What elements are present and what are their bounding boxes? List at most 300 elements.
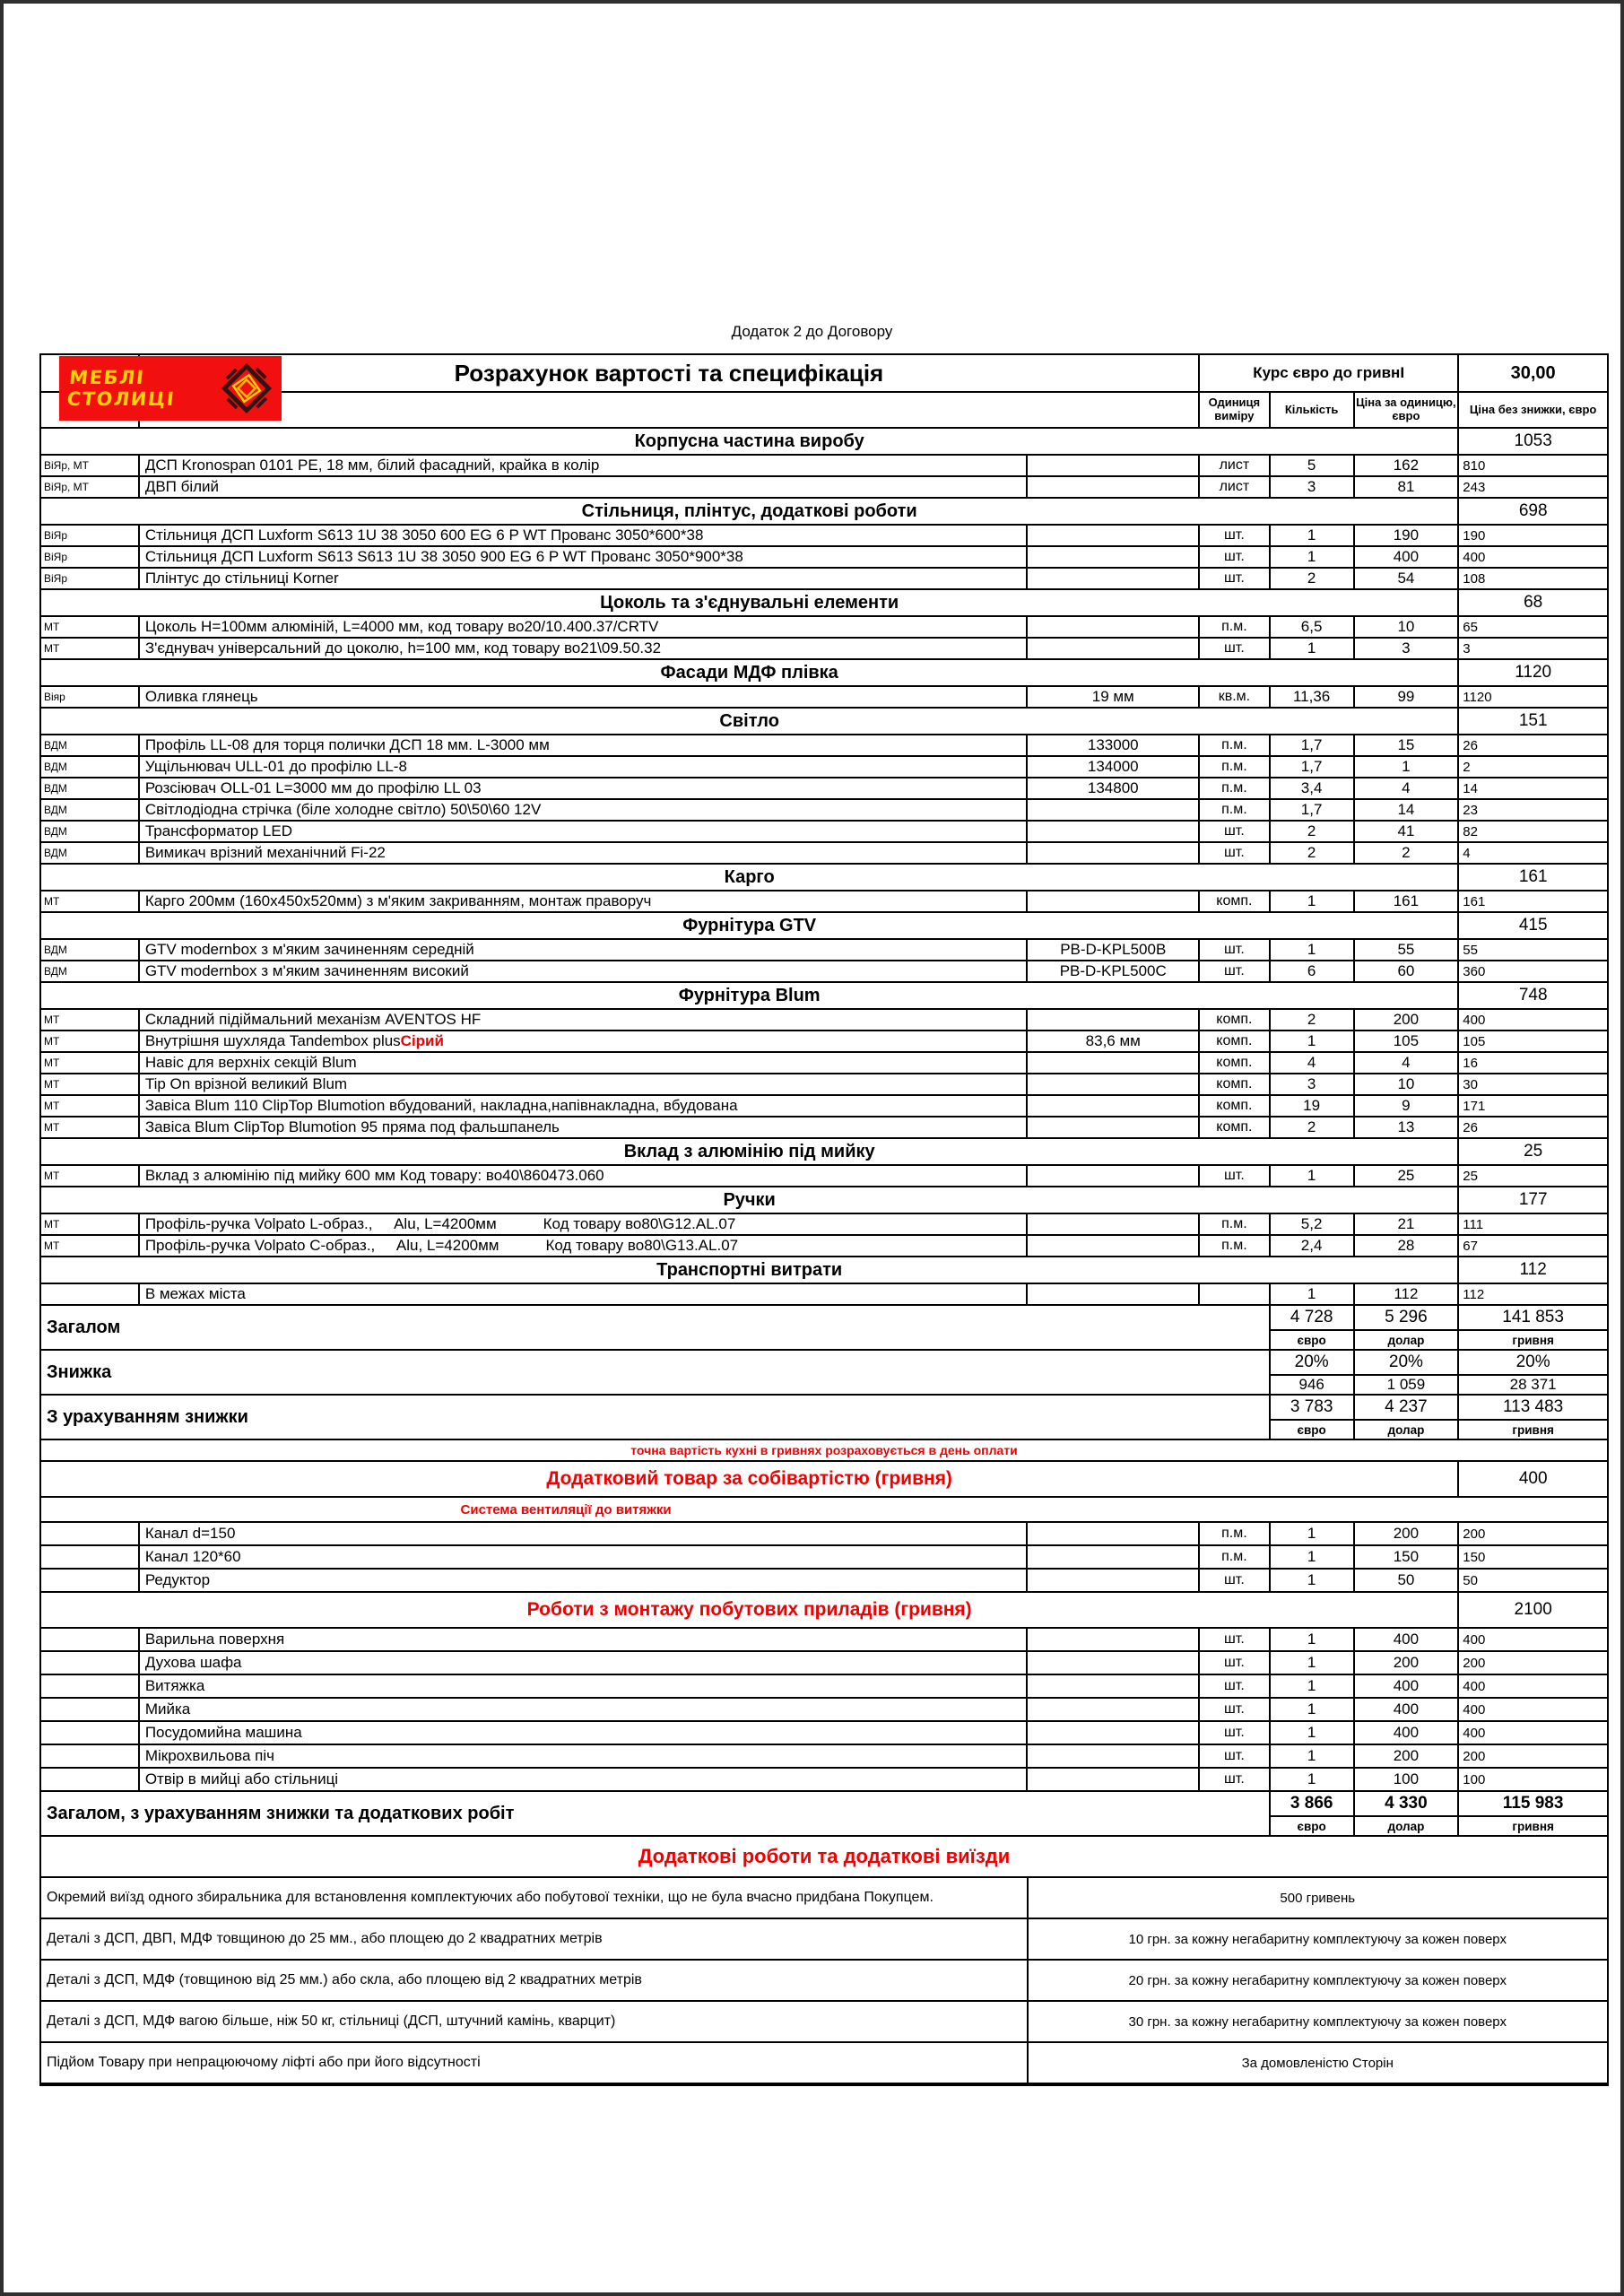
row-source: МТ: [41, 1166, 140, 1186]
row-unit-price: 200: [1355, 1745, 1460, 1767]
section-subheader-row: [41, 1498, 1607, 1523]
row-qty: 1: [1271, 1675, 1355, 1697]
section-total: 68: [1524, 593, 1543, 612]
row-unit: шт.: [1200, 1675, 1271, 1697]
doc-title: Розрахунок вартості та специфікація: [140, 355, 1200, 391]
row-total: 111: [1463, 1216, 1484, 1232]
section-header-row: [41, 499, 1607, 526]
row-code: [1028, 1074, 1200, 1094]
row-total: 25: [1463, 1168, 1478, 1184]
section-header-row: [41, 429, 1607, 456]
empty-total-cell: [1459, 1498, 1607, 1521]
totals-sub-row: [1271, 1817, 1607, 1835]
row-code: 19 мм: [1028, 687, 1200, 707]
row-qty: 1: [1271, 1546, 1355, 1568]
data-row: [41, 1074, 1607, 1096]
row-source: ВДМ: [41, 757, 140, 777]
row-unit: шт.: [1200, 547, 1271, 567]
row-description: Витяжка: [140, 1675, 1029, 1697]
extra-work-description: Деталі з ДСП, МДФ (товщиною від 25 мм.) або скла, або площею від 2 квадратних метрів: [41, 1961, 1029, 2000]
row-unit: шт.: [1200, 1769, 1271, 1790]
row-code: [1028, 639, 1200, 658]
row-total: 171: [1463, 1098, 1486, 1114]
row-description: Плінтус до стільниці Korner: [140, 569, 1029, 588]
row-total: 200: [1463, 1748, 1486, 1764]
section-title: Фасади МДФ плівка: [41, 660, 1459, 685]
row-qty: 1: [1271, 1722, 1355, 1744]
row-qty: 6,5: [1271, 617, 1355, 637]
row-description: Духова шафа: [140, 1652, 1029, 1674]
row-unit: п.м.: [1200, 757, 1271, 777]
row-description: Посудомийна машина: [140, 1722, 1029, 1744]
row-unit-price: 112: [1355, 1284, 1460, 1304]
row-source: ВіЯр, МТ: [41, 477, 140, 497]
data-row: [41, 940, 1607, 961]
row-total: 112: [1463, 1286, 1485, 1302]
row-code: [1028, 1053, 1200, 1073]
row-unit: комп.: [1200, 1031, 1271, 1051]
row-source: [41, 1284, 140, 1304]
row-code: [1028, 569, 1200, 588]
row-description: Вимикач врізний механічний Fi-22: [140, 843, 1029, 863]
row-code: [1028, 1010, 1200, 1030]
data-row: [41, 891, 1607, 913]
row-qty: 1: [1271, 1745, 1355, 1767]
row-description: Карго 200мм (160х450х520мм) з м'яким закриванням, монтаж праворуч: [140, 891, 1029, 911]
row-total: 50: [1463, 1572, 1478, 1588]
row-total: 810: [1463, 457, 1486, 474]
row-code: [1028, 526, 1200, 545]
totals-euro-sub: 946: [1271, 1376, 1355, 1394]
row-qty: 19: [1271, 1096, 1355, 1116]
extra-work-row: [41, 1919, 1607, 1961]
section-total: 177: [1518, 1190, 1548, 1209]
row-source: МТ: [41, 891, 140, 911]
table-body: [41, 429, 1607, 2084]
row-qty: 11,36: [1271, 687, 1355, 707]
section-total: 400: [1518, 1469, 1548, 1488]
row-total: 200: [1463, 1526, 1486, 1542]
data-row: [41, 843, 1607, 865]
row-unit: п.м.: [1200, 735, 1271, 755]
row-unit-price: 54: [1355, 569, 1460, 588]
row-code: [1028, 1745, 1200, 1767]
row-source: ВДМ: [41, 940, 140, 960]
row-qty: 1: [1271, 940, 1355, 960]
row-qty: 1,7: [1271, 757, 1355, 777]
spec-table: [39, 353, 1609, 2086]
row-total: 100: [1463, 1771, 1486, 1787]
row-unit-price: 2: [1355, 843, 1460, 863]
row-unit: шт.: [1200, 526, 1271, 545]
row-unit-price: 200: [1355, 1523, 1460, 1544]
row-code: [1028, 1236, 1200, 1256]
section-title: Цоколь та з'єднувальні елементи: [41, 590, 1459, 615]
data-row: [41, 1010, 1607, 1031]
row-code: [1028, 1570, 1200, 1591]
row-description: Tip On врізной великий Blum: [140, 1074, 1029, 1094]
row-qty: 2: [1271, 822, 1355, 841]
row-description: З'єднувач універсальний до цоколю, h=100 мм, код товару во21\09.50.32: [140, 639, 1029, 658]
data-row: [41, 800, 1607, 822]
row-unit-price: 50: [1355, 1570, 1460, 1591]
data-row: [41, 456, 1607, 477]
extra-work-row: [41, 2043, 1607, 2084]
row-source: ВДМ: [41, 843, 140, 863]
totals-dollar-value: 5 296: [1355, 1306, 1460, 1329]
column-header-total: Ціна без знижки, євро: [1469, 402, 1597, 416]
data-row: [41, 1652, 1607, 1675]
section-title: Корпусна частина виробу: [41, 429, 1459, 454]
section-title: Транспортні витрати: [41, 1257, 1459, 1283]
row-unit: комп.: [1200, 891, 1271, 911]
row-source: МТ: [41, 1031, 140, 1051]
empty-header-cell: [140, 393, 1200, 427]
row-code: [1028, 1699, 1200, 1720]
row-unit-price: 200: [1355, 1652, 1460, 1674]
row-code: [1028, 891, 1200, 911]
row-qty: 1: [1271, 1629, 1355, 1650]
row-unit-price: 190: [1355, 526, 1460, 545]
totals-values: [1271, 1792, 1607, 1835]
row-source: МТ: [41, 1010, 140, 1030]
row-unit: шт.: [1200, 940, 1271, 960]
section-header-row: [41, 1257, 1607, 1284]
row-unit-price: 28: [1355, 1236, 1460, 1256]
row-qty: 1: [1271, 1166, 1355, 1186]
logo-diamond-icon: [221, 362, 273, 414]
data-row: [41, 778, 1607, 800]
totals-values: [1271, 1306, 1607, 1349]
row-total: 400: [1463, 1678, 1486, 1694]
row-unit: п.м.: [1200, 1214, 1271, 1234]
row-unit-price: 13: [1355, 1118, 1460, 1137]
row-source: ВіЯр: [41, 569, 140, 588]
section-title: Фурнітура Blum: [41, 983, 1459, 1008]
row-unit-price: 10: [1355, 617, 1460, 637]
extra-work-row: [41, 1878, 1607, 1919]
row-code: 133000: [1028, 735, 1200, 755]
row-code: [1028, 843, 1200, 863]
row-unit: шт.: [1200, 1166, 1271, 1186]
row-qty: 1: [1271, 1699, 1355, 1720]
row-source: ВДМ: [41, 778, 140, 798]
row-source: МТ: [41, 1214, 140, 1234]
row-unit-price: 15: [1355, 735, 1460, 755]
column-header-price: Ціна за одиницю, євро: [1355, 393, 1460, 427]
row-qty: 1: [1271, 1031, 1355, 1051]
data-row: [41, 1118, 1607, 1139]
row-code: [1028, 1166, 1200, 1186]
row-description: ДСП Kronospan 0101 PE, 18 мм, білий фасадний, крайка в колір: [140, 456, 1029, 475]
data-row: [41, 1629, 1607, 1652]
section-header-row: [41, 865, 1607, 891]
data-row: [41, 1214, 1607, 1236]
row-unit-price: 400: [1355, 1722, 1460, 1744]
section-title: Стільниця, плінтус, додаткові роботи: [41, 499, 1459, 524]
row-qty: 3: [1271, 477, 1355, 497]
totals-euro-value: 3 783: [1271, 1396, 1355, 1419]
row-unit: комп.: [1200, 1096, 1271, 1116]
logo-line-2: СТОЛИЦІ: [65, 388, 177, 410]
row-description: Мікрохвильова піч: [140, 1745, 1029, 1767]
row-qty: 2: [1271, 843, 1355, 863]
row-description: Світлодіодна стрічка (біле холодне світло) 50\50\60 12V: [140, 800, 1029, 820]
row-code: [1028, 1214, 1200, 1234]
banner-row: [41, 1837, 1607, 1878]
row-total: 1120: [1463, 689, 1492, 705]
section-total: 1120: [1515, 663, 1552, 682]
row-code: [1028, 1546, 1200, 1568]
row-total: 2: [1463, 759, 1471, 775]
row-unit-price: 4: [1355, 1053, 1460, 1073]
extra-work-price: 20 грн. за кожну негабаритну комплектуючу за кожен поверх: [1128, 1972, 1507, 1988]
row-code: [1028, 1523, 1200, 1544]
row-unit: комп.: [1200, 1118, 1271, 1137]
row-code: [1028, 1629, 1200, 1650]
row-code: PB-D-KPL500B: [1028, 940, 1200, 960]
row-total: 400: [1463, 1725, 1486, 1741]
row-qty: 3,4: [1271, 778, 1355, 798]
row-code: [1028, 800, 1200, 820]
totals-euro-value: 3 866: [1271, 1792, 1355, 1815]
totals-hryvnia-sub: гривня: [1512, 1819, 1554, 1833]
row-source: [41, 1523, 140, 1544]
row-source: [41, 1769, 140, 1790]
row-unit: п.м.: [1200, 1546, 1271, 1568]
row-description: Варильна поверхня: [140, 1629, 1029, 1650]
row-description: GTV modernbox з м'яким зачиненням високий: [140, 961, 1029, 981]
row-unit-price: 60: [1355, 961, 1460, 981]
row-unit-price: 14: [1355, 800, 1460, 820]
totals-dollar-value: 20%: [1355, 1351, 1460, 1374]
row-total: 400: [1463, 1701, 1486, 1718]
totals-label: Загалом: [41, 1306, 1271, 1349]
row-code: [1028, 547, 1200, 567]
row-code: [1028, 822, 1200, 841]
row-source: [41, 1629, 140, 1650]
data-row: [41, 1166, 1607, 1187]
row-code: [1028, 477, 1200, 497]
row-qty: 1: [1271, 1769, 1355, 1790]
row-unit: шт.: [1200, 843, 1271, 863]
section-total: 2100: [1514, 1600, 1552, 1619]
section-total: 25: [1524, 1142, 1543, 1161]
row-unit-price: 55: [1355, 940, 1460, 960]
row-code: 134800: [1028, 778, 1200, 798]
extra-work-price: 500 гривень: [1280, 1890, 1356, 1906]
row-unit: п.м.: [1200, 617, 1271, 637]
row-description: Завіса Blum 110 ClipTop Blumotion вбудований, накладна,напівнакладна, вбудована: [140, 1096, 1029, 1116]
euro-rate-label: Курс євро до гривнІ: [1200, 355, 1459, 391]
row-unit: кв.м.: [1200, 687, 1271, 707]
totals-value-row: [1271, 1792, 1607, 1817]
row-unit: шт.: [1200, 1652, 1271, 1674]
row-description: Редуктор: [140, 1570, 1029, 1591]
row-unit-price: 400: [1355, 547, 1460, 567]
row-description: ДВП білий: [140, 477, 1029, 497]
data-row: [41, 639, 1607, 660]
data-row: [41, 547, 1607, 569]
banner-text: Додаткові роботи та додаткові виїзди: [638, 1845, 1011, 1867]
row-description: Ущільнювач ULL-01 до профілю LL-8: [140, 757, 1029, 777]
section-title: Ручки: [41, 1187, 1459, 1213]
data-row: [41, 1031, 1607, 1053]
data-row: [41, 1523, 1607, 1546]
row-source: МТ: [41, 617, 140, 637]
totals-hryvnia-value: 141 853: [1502, 1308, 1564, 1326]
row-description: Канал 120*60: [140, 1546, 1029, 1568]
totals-euro-sub: євро: [1271, 1421, 1355, 1439]
row-qty: 5,2: [1271, 1214, 1355, 1234]
section-total: 748: [1518, 986, 1548, 1004]
row-total: 3: [1463, 640, 1471, 657]
row-unit-price: 1: [1355, 757, 1460, 777]
section-header-row: [41, 983, 1607, 1010]
notice-text: точна вартість кухні в гривнях розраховується в день оплати: [630, 1443, 1018, 1457]
row-description: Трансформатор LED: [140, 822, 1029, 841]
row-unit-price: 400: [1355, 1699, 1460, 1720]
row-total: 400: [1463, 549, 1486, 565]
section-subheader: [41, 1498, 1459, 1521]
section-title: Роботи з монтажу побутових приладів (гривня): [41, 1593, 1459, 1627]
extra-work-description: Деталі з ДСП, МДФ вагою більше, ніж 50 кг, стільниці (ДСП, штучний камінь, кварцит): [41, 2002, 1029, 2041]
data-row: [41, 1769, 1607, 1792]
row-source: [41, 1570, 140, 1591]
row-source: [41, 1546, 140, 1568]
data-row: [41, 1745, 1607, 1769]
row-unit: шт.: [1200, 961, 1271, 981]
row-total: 200: [1463, 1655, 1486, 1671]
row-description: Мийка: [140, 1699, 1029, 1720]
data-row: [41, 687, 1607, 709]
totals-euro-value: 4 728: [1271, 1306, 1355, 1329]
row-description: GTV modernbox з м'яким зачиненням середній: [140, 940, 1029, 960]
row-qty: 1: [1271, 1652, 1355, 1674]
row-unit-price: 41: [1355, 822, 1460, 841]
row-total: 4: [1463, 845, 1471, 861]
totals-value-row: [1271, 1306, 1607, 1331]
row-source: [41, 1652, 140, 1674]
totals-hryvnia-value: 20%: [1515, 1352, 1550, 1371]
totals-hryvnia-value: 113 483: [1502, 1397, 1564, 1416]
row-qty: 1: [1271, 639, 1355, 658]
row-qty: 1: [1271, 1284, 1355, 1304]
row-source: [41, 1675, 140, 1697]
row-unit-price: 161: [1355, 891, 1460, 911]
totals-label: Загалом, з урахуванням знижки та додаткових робіт: [41, 1792, 1271, 1835]
section-title: Вклад з алюмінію під мийку: [41, 1139, 1459, 1164]
row-description: Завіса Blum ClipTop Blumotion 95 пряма под фальшпанель: [140, 1118, 1029, 1137]
row-code: [1028, 456, 1200, 475]
row-total: 150: [1463, 1549, 1486, 1565]
section-title: Фурнітура GTV: [41, 913, 1459, 938]
row-unit-price: 400: [1355, 1629, 1460, 1650]
notice-row: [41, 1440, 1607, 1462]
section-header-row: [41, 660, 1607, 687]
totals-values: [1271, 1351, 1607, 1394]
row-description: Профіль-ручка Volpato L-образ., Alu, L=4200мм Код товару во80\G12.AL.07: [140, 1214, 1029, 1234]
data-row: [41, 526, 1607, 547]
row-description: Цоколь H=100мм алюміній, L=4000 мм, код товару во20/10.400.37/CRTV: [140, 617, 1029, 637]
totals-block: [41, 1351, 1607, 1396]
row-code: [1028, 1652, 1200, 1674]
section-total: 698: [1518, 501, 1548, 520]
row-source: ВДМ: [41, 735, 140, 755]
section-total: 1053: [1514, 431, 1552, 450]
row-description: Профіль LL-08 для торця полички ДСП 18 мм. L-3000 мм: [140, 735, 1029, 755]
totals-euro-sub: євро: [1271, 1331, 1355, 1349]
row-unit-price: 150: [1355, 1546, 1460, 1568]
totals-hryvnia-sub: гривня: [1512, 1333, 1554, 1347]
row-qty: 2: [1271, 1010, 1355, 1030]
row-code: [1028, 1769, 1200, 1790]
row-qty: 1: [1271, 1570, 1355, 1591]
data-row: [41, 1236, 1607, 1257]
row-qty: 1: [1271, 547, 1355, 567]
data-row: [41, 569, 1607, 590]
row-source: [41, 1699, 140, 1720]
extra-work-price: За домовленістю Сторін: [1241, 2055, 1394, 2071]
totals-euro-value: 20%: [1271, 1351, 1355, 1374]
extra-work-description: Окремий виїзд одного збиральника для встановлення комплектуючих або побутової техніки, що не була вчасно придбана Покупцем.: [41, 1878, 1029, 1918]
row-source: МТ: [41, 1118, 140, 1137]
section-total: 161: [1518, 867, 1548, 886]
data-row: [41, 1546, 1607, 1570]
data-row: [41, 1675, 1607, 1699]
row-description: Стільниця ДСП Luxform S613 1U 38 3050 600 EG 6 P WT Прованс 3050*600*38: [140, 526, 1029, 545]
row-description: Розсіювач OLL-01 L=3000 мм до профілю LL 03: [140, 778, 1029, 798]
column-header-unit: Одиниця виміру: [1200, 393, 1271, 427]
row-source: МТ: [41, 639, 140, 658]
row-code: [1028, 1118, 1200, 1137]
row-unit: п.м.: [1200, 1523, 1271, 1544]
row-unit-price: 162: [1355, 456, 1460, 475]
row-source: ВДМ: [41, 800, 140, 820]
totals-dollar-sub: долар: [1355, 1331, 1460, 1349]
row-total: 16: [1463, 1055, 1478, 1071]
data-row: [41, 1570, 1607, 1593]
row-unit: шт.: [1200, 822, 1271, 841]
totals-dollar-sub: долар: [1355, 1817, 1460, 1835]
row-code: 83,6 мм: [1028, 1031, 1200, 1051]
totals-hryvnia-sub: гривня: [1512, 1422, 1554, 1437]
row-source: Віяр: [41, 687, 140, 707]
row-unit-price: 4: [1355, 778, 1460, 798]
data-row: [41, 757, 1607, 778]
data-row: [41, 735, 1607, 757]
section-total: 112: [1519, 1260, 1547, 1279]
section-subheader-text: Система вентиляції до витяжки: [460, 1501, 672, 1518]
row-unit-price: 105: [1355, 1031, 1460, 1051]
row-unit-price: 21: [1355, 1214, 1460, 1234]
row-unit: шт.: [1200, 1699, 1271, 1720]
row-description: Внутрішня шухляда Tandembox plus Сірий: [140, 1031, 1029, 1051]
row-qty: 2,4: [1271, 1236, 1355, 1256]
row-total: 23: [1463, 802, 1478, 818]
section-header-row: [41, 1593, 1607, 1629]
row-description: Канал d=150: [140, 1523, 1029, 1544]
row-total: 67: [1463, 1238, 1478, 1254]
row-source: МТ: [41, 1053, 140, 1073]
row-code: 134000: [1028, 757, 1200, 777]
totals-block: [41, 1396, 1607, 1440]
euro-rate-value: 30,00: [1510, 362, 1556, 383]
section-title: Світло: [41, 709, 1459, 734]
row-unit: комп.: [1200, 1053, 1271, 1073]
totals-value-row: [1271, 1351, 1607, 1376]
row-unit-price: 3: [1355, 639, 1460, 658]
